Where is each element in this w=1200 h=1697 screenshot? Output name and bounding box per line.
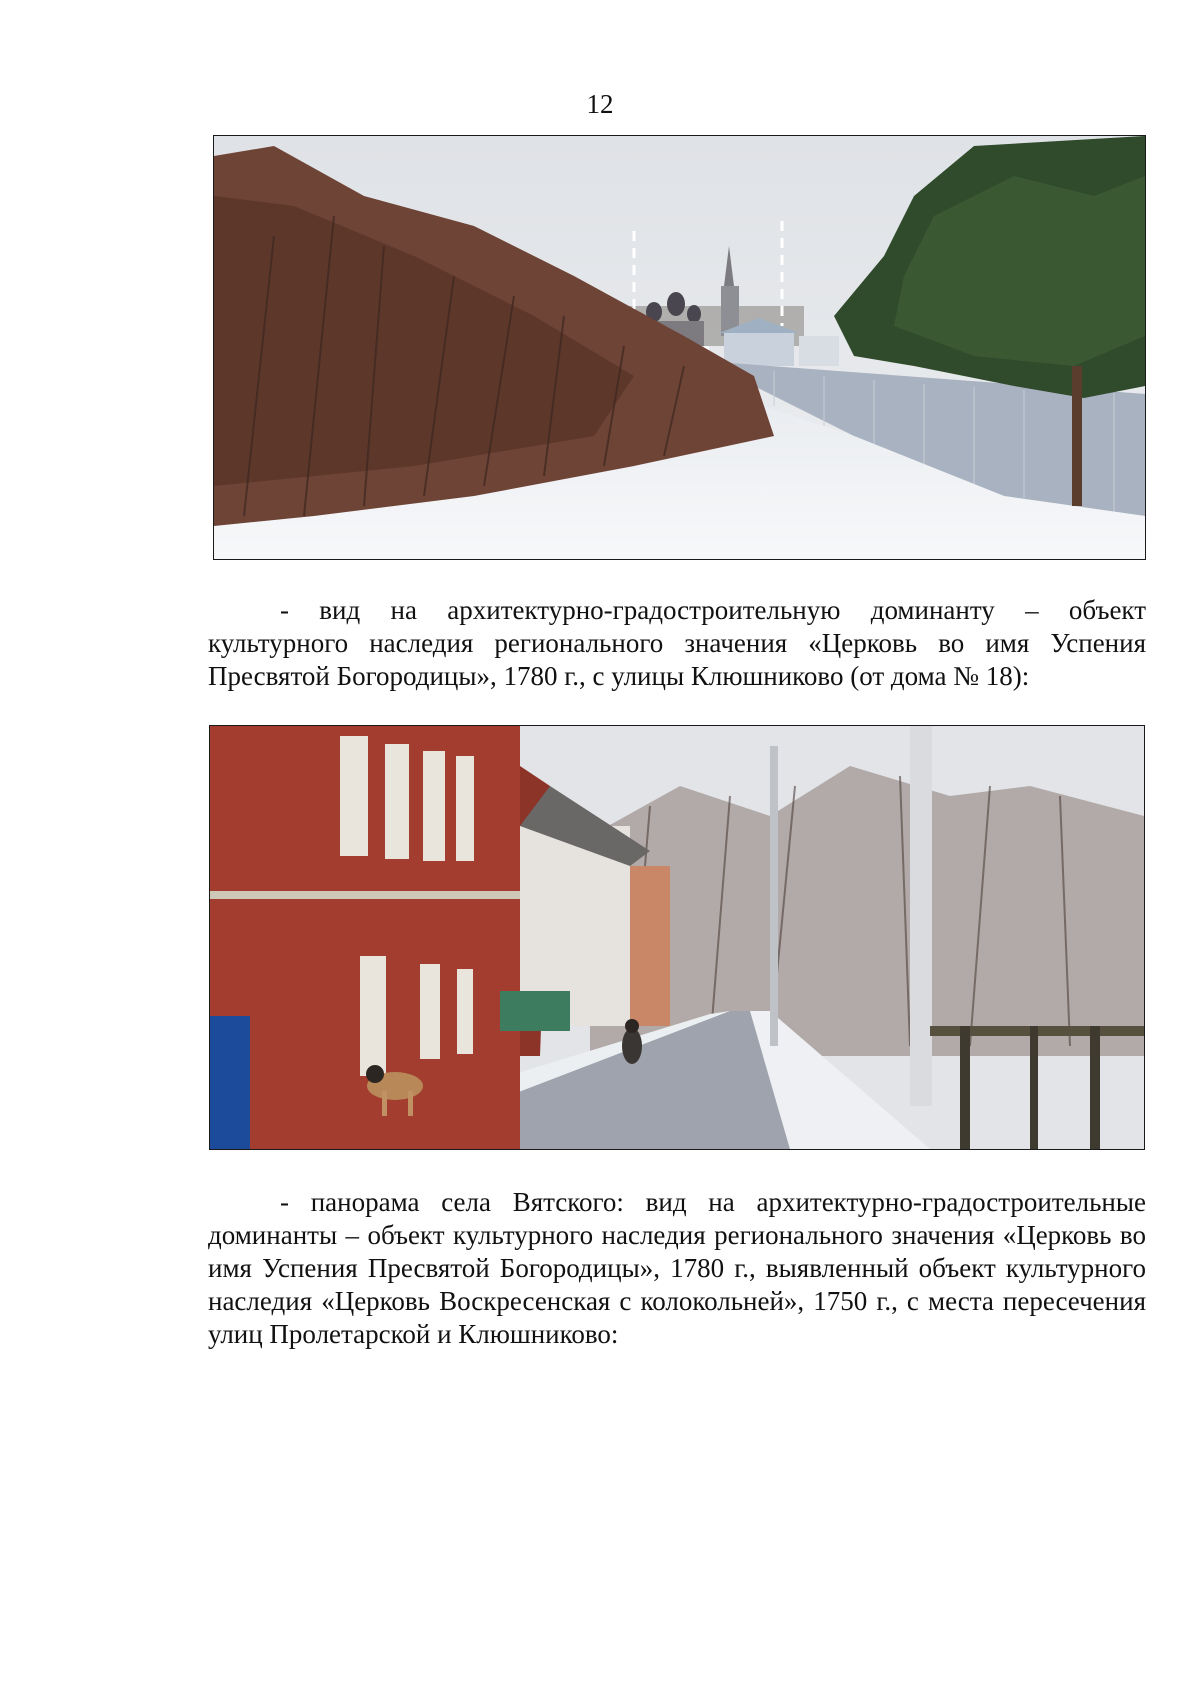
winter-landscape-image xyxy=(214,136,1145,559)
caption-paragraph-2: - панорама села Вятского: вид на архитектурно-градостроительные доминанты – объект культурного наследия регионального значения «Церковь во имя Успения Пресвятой Богородицы», 1780 г., выявленный объект культурного наследия «Церковь Воскресенская с колокольней», 1750 г., с места пересечения улиц Пролетарской и Клюшниково: xyxy=(208,1187,1146,1349)
street-scene-image xyxy=(210,726,1144,1149)
photo-winter-view-church xyxy=(213,135,1146,560)
caption-paragraph-1: - вид на архитектурно-градостроительную доминанту – объект культурного наследия регионального значения «Церковь во имя Успения Пресвятой Богородицы», 1780 г., с улицы Клюшниково (от дома № 18): xyxy=(208,595,1146,691)
photo-street-klyushnikovo xyxy=(209,725,1145,1150)
page-number: 12 xyxy=(586,89,614,119)
